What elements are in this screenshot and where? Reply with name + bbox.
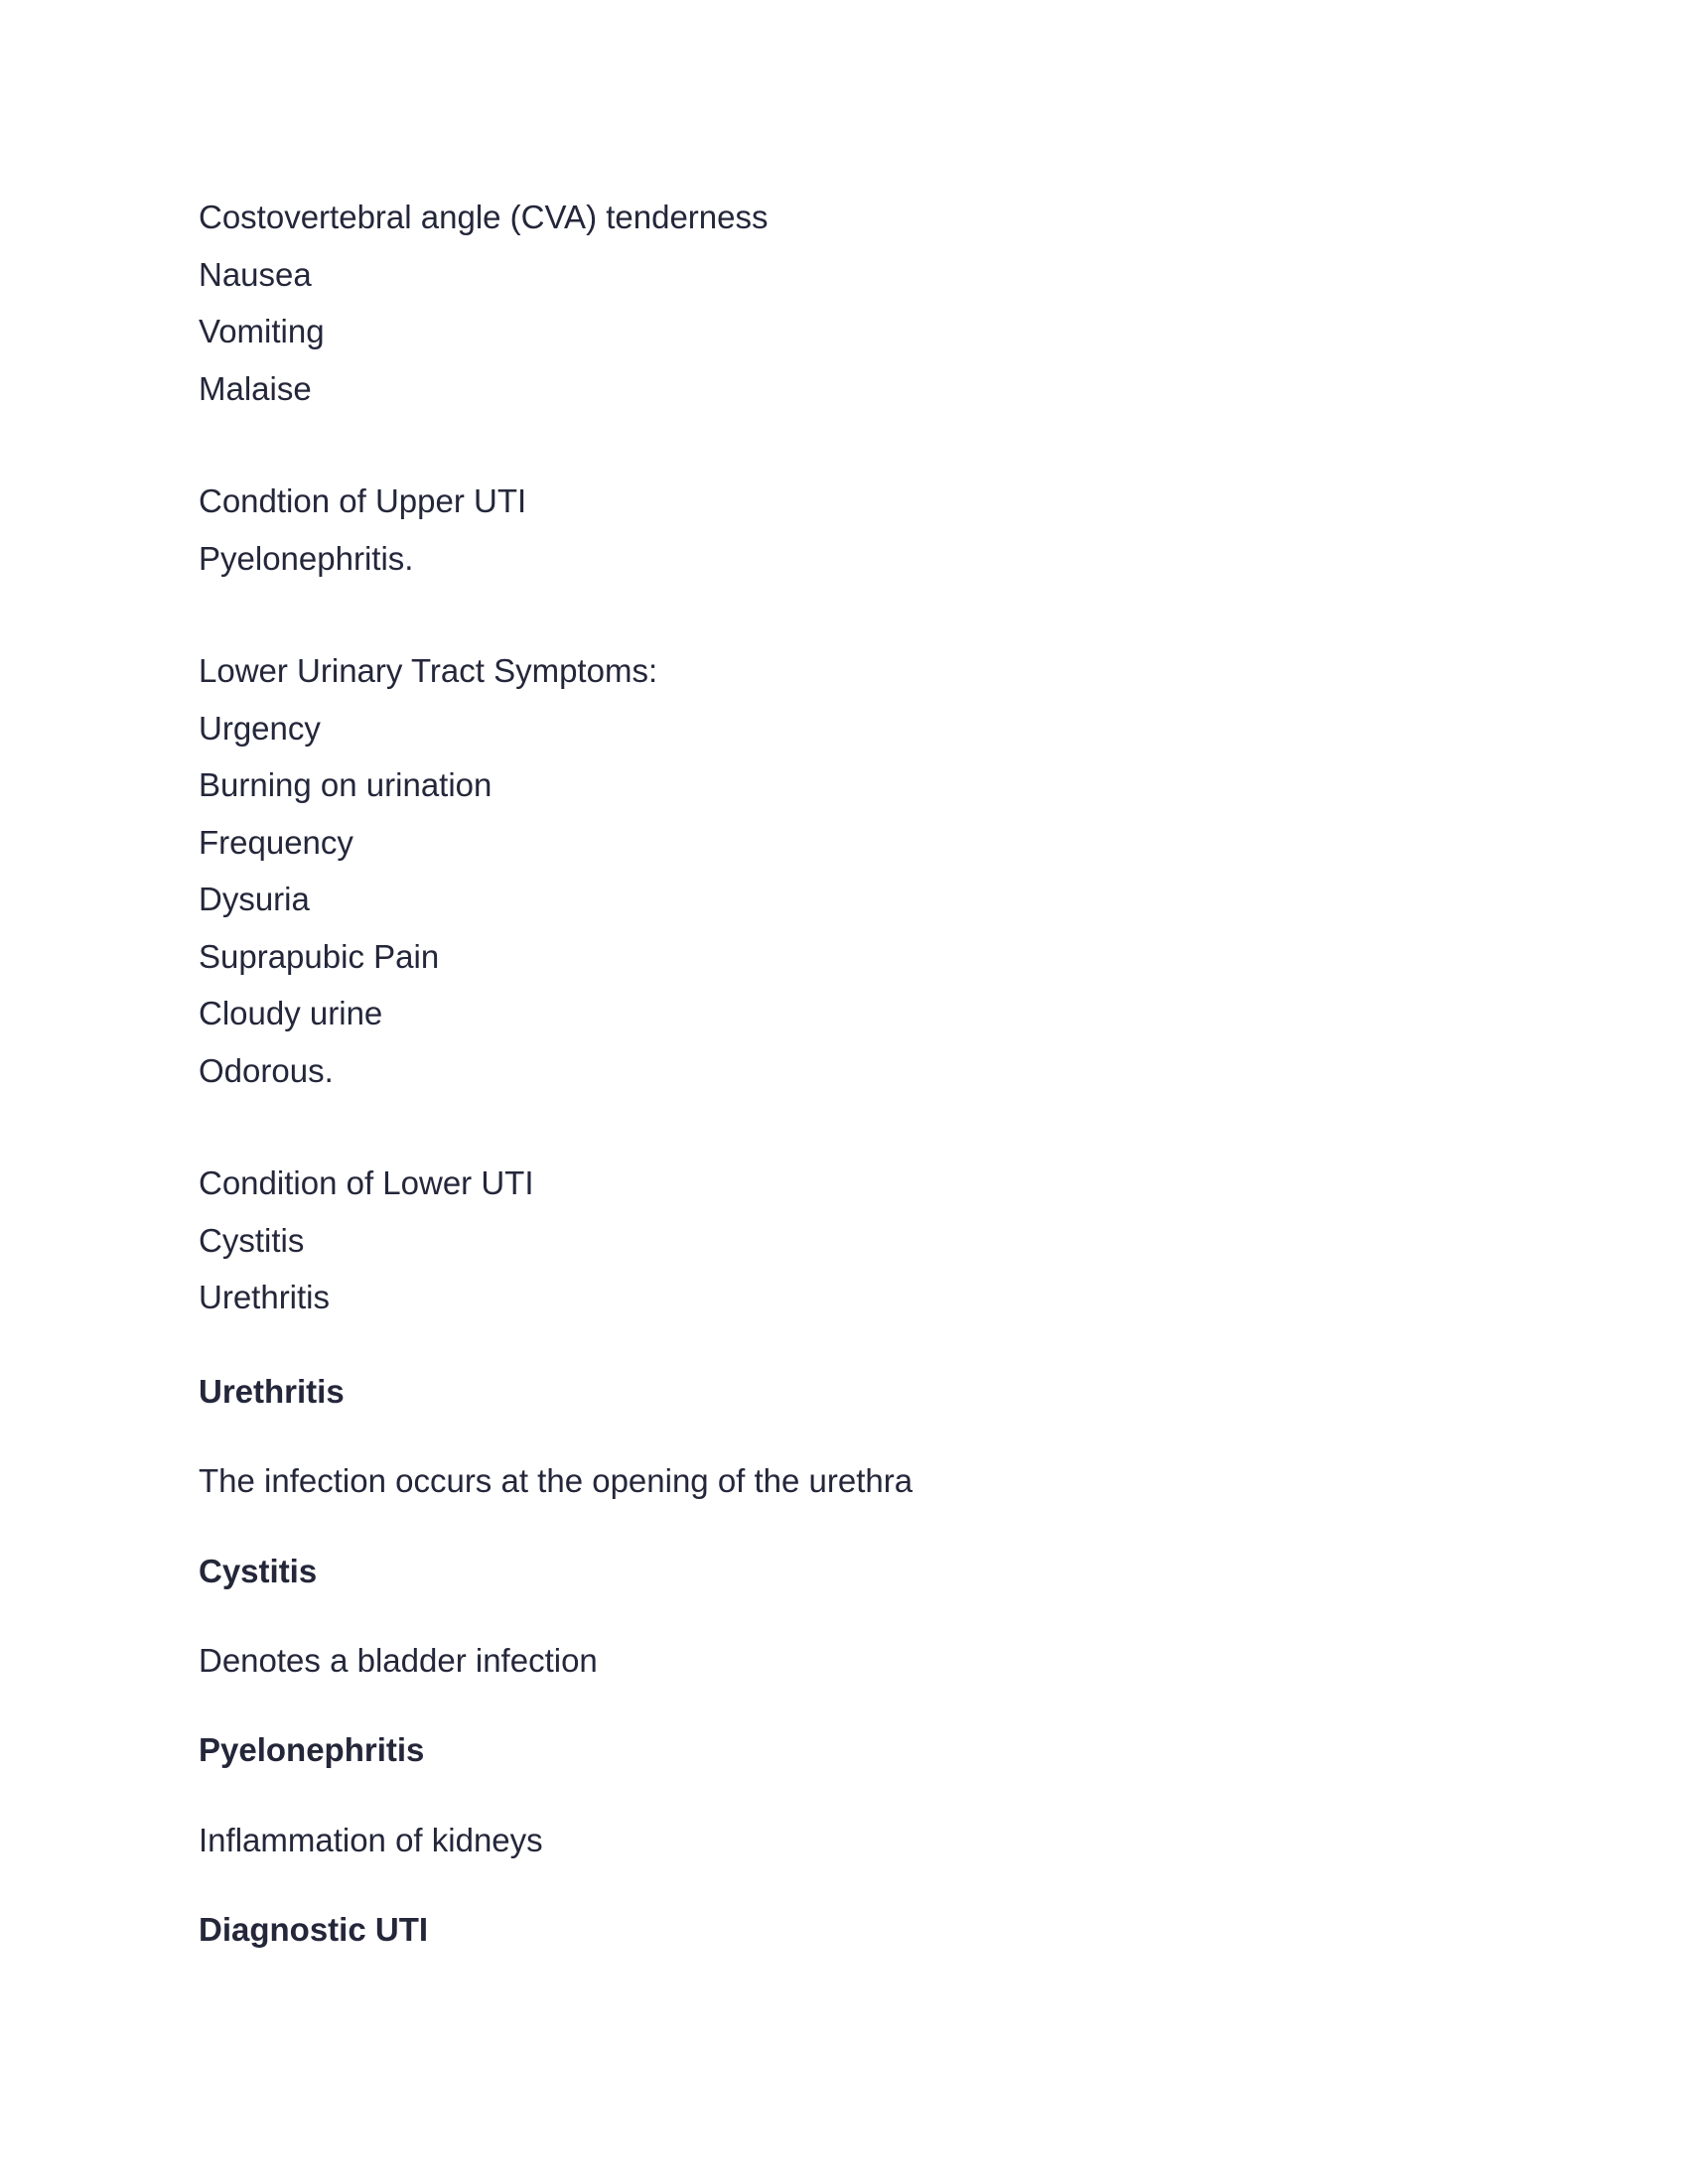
list-item: Urethritis (199, 1279, 331, 1315)
definition-text: The infection occurs at the opening of the urethra (199, 1462, 914, 1499)
upper-condition-section (199, 473, 526, 587)
section-title: Condtion of Upper UTI (199, 482, 527, 519)
definition-term: Pyelonephritis (199, 1731, 425, 1768)
section-title: Condition of Lower UTI (199, 1164, 534, 1201)
list-item: Cystitis (199, 1221, 305, 1259)
upper-symptoms-list (199, 189, 769, 417)
list-item: Dysuria (199, 881, 310, 917)
list-item: Frequency (199, 823, 353, 861)
lower-symptoms-section (199, 642, 657, 1099)
list-item: Pyelonephritis. (199, 539, 414, 577)
list-item: Suprapubic Pain (199, 937, 440, 975)
list-item: Urgency (199, 709, 321, 747)
definition-term: Urethritis (199, 1373, 345, 1410)
list-item: Odorous. (199, 1051, 334, 1089)
list-item: Vomiting (199, 313, 325, 349)
list-item: Malaise (199, 369, 312, 407)
list-item: Costovertebral angle (CVA) tenderness (199, 199, 769, 235)
section-title: Lower Urinary Tract Symptoms: (199, 652, 658, 689)
list-item: Burning on urination (199, 766, 492, 803)
definition-term: Cystitis (199, 1553, 318, 1589)
list-item: Cloudy urine (199, 995, 383, 1031)
section-heading-diagnostic: Diagnostic UTI (199, 1911, 429, 1948)
list-item: Nausea (199, 255, 312, 293)
definition-text: Inflammation of kidneys (199, 1822, 543, 1858)
lower-condition-section (199, 1155, 534, 1326)
definition-text: Denotes a bladder infection (199, 1642, 598, 1679)
